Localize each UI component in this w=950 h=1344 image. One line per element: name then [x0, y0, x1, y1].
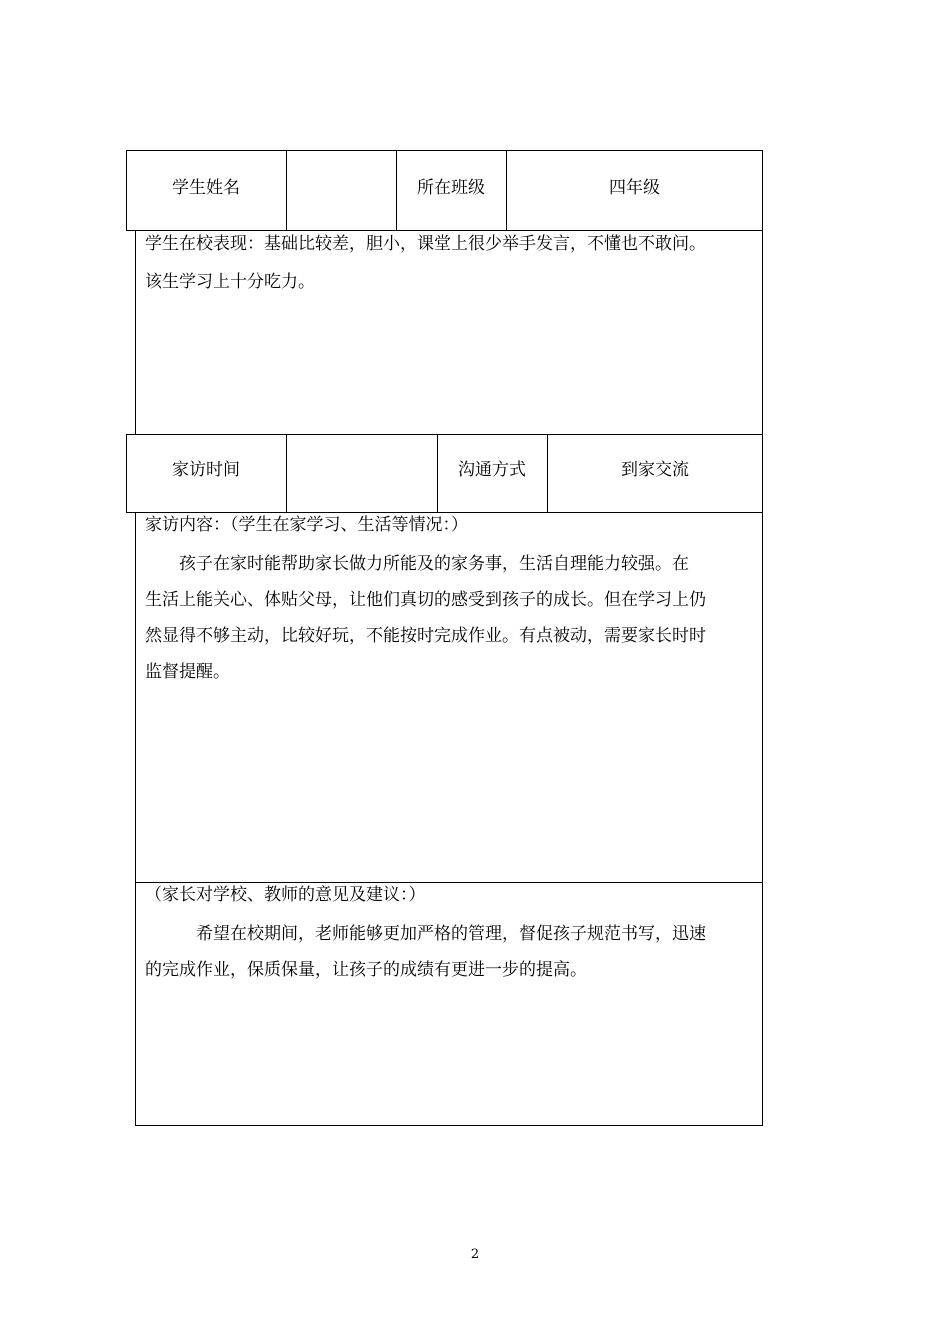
visit-time-value[interactable]	[286, 434, 437, 501]
parent-opinion-line: 希望在校期间，老师能够更加严格的管理，督促孩子规范书写，迅速	[196, 924, 706, 944]
school-performance-text	[145, 226, 760, 300]
visit-time-label: 家访时间	[172, 460, 240, 480]
visit-content-line: 孩子在家时能帮助家长做力所能及的家务事，生活自理能力较强。在	[179, 554, 689, 574]
class-label: 所在班级	[417, 178, 485, 198]
class-value[interactable]: 四年级	[609, 178, 660, 198]
student-name-value[interactable]	[286, 150, 396, 221]
visit-content-text	[145, 510, 760, 690]
parent-opinion-text	[145, 880, 760, 988]
method-label: 沟通方式	[458, 460, 526, 480]
visit-content-line: 监督提醒。	[145, 662, 230, 682]
visit-content-line: 生活上能关心、体贴父母，让他们真切的感受到孩子的成长。但在学习上仍	[145, 590, 706, 610]
school-performance-line: 学生在校表现：基础比较差，胆小，课堂上很少举手发言，不懂也不敢问。	[145, 234, 706, 254]
method-value[interactable]: 到家交流	[621, 460, 689, 480]
school-performance-line: 该生学习上十分吃力。	[145, 272, 315, 292]
page-number: 2	[470, 1247, 480, 1262]
parent-opinion-heading: （家长对学校、教师的意见及建议：）	[145, 885, 426, 905]
visit-content-heading: 家访内容：（学生在家学习、生活等情况：）	[145, 515, 468, 535]
visit-content-line: 然显得不够主动，比较好玩，不能按时完成作业。有点被动，需要家长时时	[145, 626, 706, 646]
parent-opinion-line: 的完成作业，保质保量，让孩子的成绩有更进一步的提高。	[145, 960, 587, 980]
student-name-label: 学生姓名	[172, 178, 240, 198]
